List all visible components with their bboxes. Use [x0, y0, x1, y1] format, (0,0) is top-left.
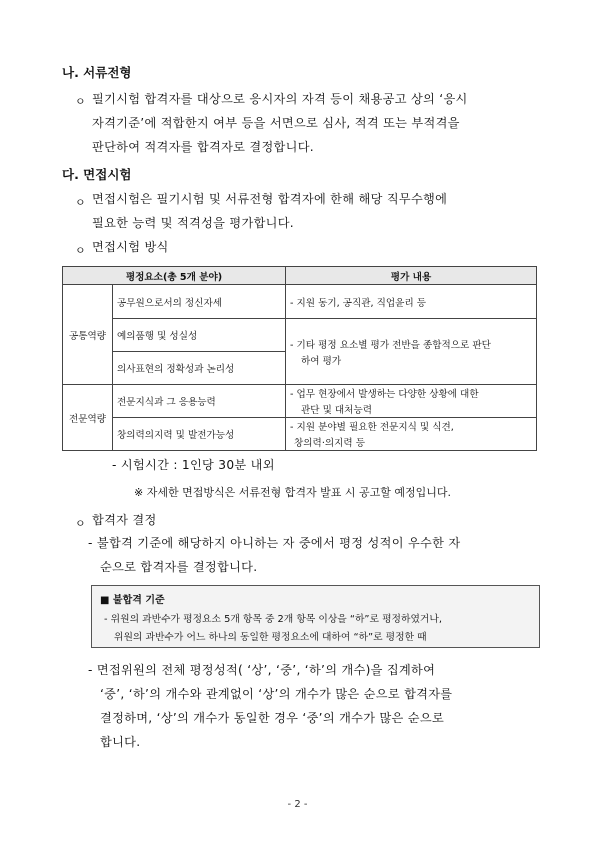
table-row	[63, 385, 537, 418]
paragraph-line: 순으로 합격자를 결정합니다.	[100, 560, 258, 574]
group-cell-common: 공통역량	[63, 285, 113, 385]
table-row	[63, 285, 537, 319]
exam-time-text: - 시험시간 : 1인당 30분 내외	[112, 458, 275, 472]
paragraph-line: 필요한 능력 및 적격성을 평가합니다.	[92, 216, 294, 230]
interview-paragraph	[92, 187, 447, 235]
item-cell: 예의품행 및 성실성	[113, 319, 286, 352]
paragraph-line: 합니다.	[100, 735, 141, 749]
bullet-icon: ㅇ	[75, 244, 86, 257]
evaluation-table	[62, 266, 537, 451]
announcement-note: ※ 자세한 면접방식은 서류전형 합격자 발표 시 공고할 예정입니다.	[134, 486, 451, 499]
paragraph-line: - 불합격 기준에 해당하지 아니하는 자 중에서 평정 성적이 우수한 자	[88, 536, 461, 550]
group-cell-professional: 전문역량	[63, 385, 113, 451]
table-row	[63, 418, 537, 451]
table-header-cell: 평가 내용	[286, 267, 537, 285]
paragraph-line: 필기시험 합격자를 대상으로 응시자의 자격 등이 채용공고 상의 ‘응시	[92, 92, 468, 106]
page-number: - 2 -	[287, 799, 308, 810]
bullet-icon: ㅇ	[75, 95, 86, 108]
table-row	[63, 319, 537, 352]
item-cell: 창의력의지력 및 발전가능성	[113, 418, 286, 451]
desc-cell	[286, 385, 537, 418]
desc-line: - 기타 평정 요소별 평가 전반을 종합적으로 판단	[290, 339, 491, 351]
item-cell: 전문지식과 그 응용능력	[113, 385, 286, 418]
paragraph-line: 면접시험은 필기시험 및 서류전형 합격자에 한해 해당 직무수행에	[92, 192, 448, 206]
item-cell: 의사표현의 정확성과 논리성	[113, 352, 286, 385]
fail-criteria-line: 위원의 과반수가 어느 하나의 동일한 평정요소에 대하여 “하”로 평정한 때	[114, 632, 427, 643]
desc-line: 관단 및 대처능력	[301, 405, 372, 416]
final-decision-paragraph	[88, 658, 452, 754]
paragraph-line: 자격기준’에 적합한지 여부 등을 서면으로 심사, 적격 또는 부적격을	[92, 116, 460, 130]
desc-cell	[286, 319, 537, 385]
desc-cell: - 지원 동기, 공직관, 직업윤리 등	[286, 285, 537, 319]
desc-line: 창의력·의지력 등	[294, 438, 365, 449]
section-heading-document-screening: 나. 서류전형	[62, 65, 132, 80]
desc-line: 하여 평가	[301, 355, 342, 367]
bullet-icon: ㅇ	[75, 196, 86, 209]
paragraph-line: 결정하며, ‘상’의 개수가 동일한 경우 ‘중’의 개수가 많은 순으로	[100, 711, 445, 725]
document-screening-paragraph	[92, 87, 539, 159]
fail-criteria-line: - 위원의 과반수가 평정요소 5개 항목 중 2개 항목 이상을 “하”로 평정하였거나,	[104, 614, 442, 625]
decision-paragraph	[88, 531, 460, 579]
paragraph-line: 판단하여 적격자를 합격자로 결정합니다.	[92, 140, 314, 154]
fail-criteria-box	[91, 585, 540, 648]
interview-method-label: 면접시험 방식	[92, 240, 169, 254]
desc-cell	[286, 418, 537, 451]
bullet-icon: ㅇ	[75, 517, 86, 530]
paragraph-line: ‘중’, ‘하’의 개수와 관계없이 ‘상’의 개수가 많은 순으로 합격자를	[100, 687, 453, 701]
decision-label: 합격자 결정	[92, 513, 157, 527]
desc-line: - 지원 분야별 필요한 전문지식 및 식견,	[290, 422, 454, 433]
desc-line: - 업무 현장에서 발생하는 다양한 상황에 대한	[290, 389, 479, 400]
section-heading-interview: 다. 면접시험	[62, 167, 132, 182]
table-header-row	[63, 267, 537, 285]
paragraph-line: - 면접위원의 전체 평정성적( ‘상’, ‘중’, ‘하’의 개수)을 집계하여	[88, 663, 436, 677]
item-cell: 공무원으로서의 정신자세	[113, 285, 286, 319]
fail-criteria-title: ■ 불합격 기준	[100, 595, 165, 606]
table-header-cell: 평정요소(총 5개 분야)	[63, 267, 286, 285]
